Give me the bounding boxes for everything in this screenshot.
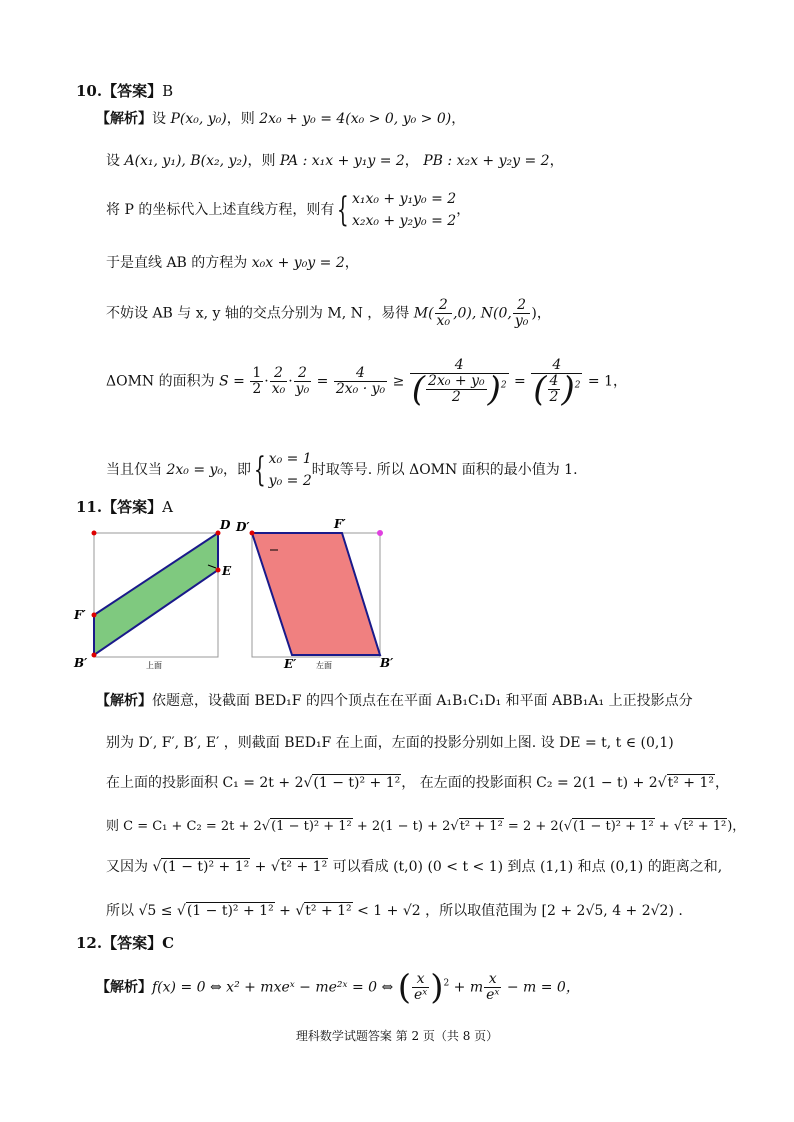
numerator: x xyxy=(416,971,425,987)
q10-line-2 xyxy=(106,152,564,170)
denominator: 2 xyxy=(549,389,559,405)
numerator: x xyxy=(488,971,497,987)
math: 2x₀ = y₀ xyxy=(166,462,224,478)
q10-line-3 xyxy=(106,188,470,232)
text: < 1 + √2 ，所以取值范围为 [2 + 2√5, 4 + 2√2) . xyxy=(352,903,683,919)
label-b: B′ xyxy=(380,656,394,670)
text: + xyxy=(274,903,296,919)
text: = 1， xyxy=(583,373,627,390)
math: f(x) = 0 ⇔ x² + mxeˣ − me²ˣ = 0 ⇔ xyxy=(152,979,398,996)
label-e: E xyxy=(222,564,232,578)
fraction xyxy=(484,972,501,1003)
equation: y₀ = 2 xyxy=(268,473,312,489)
numerator: 2 xyxy=(517,297,527,313)
text: ΔOMN 的面积为 xyxy=(106,373,220,390)
numerator: 2 xyxy=(273,365,283,381)
text: ， xyxy=(344,255,359,271)
q11-line-3: 在上面的投影面积 C₁ = 2t + 2√(1 − t)² + 1²， 在左面的投影面积 C₂ = 2(1 − t) + 2√t² + 1²， xyxy=(106,775,729,791)
text: 不妨设 AB 与 x, y 轴的交点分别为 M, N ，易得 xyxy=(106,305,414,322)
vertex-point xyxy=(216,568,221,573)
vertex-point xyxy=(250,531,255,536)
math: PA : x₁x + y₁y = 2 xyxy=(279,153,405,169)
text: 设 xyxy=(152,111,171,127)
denominator: y₀ xyxy=(514,313,529,329)
dot: · xyxy=(288,373,293,390)
q11-heading xyxy=(76,496,173,517)
text: ， 在左面的投影面积 C₂ = 2(1 − t) + 2 xyxy=(401,775,658,791)
math: − m = 0， xyxy=(502,979,580,996)
fraction xyxy=(435,298,453,329)
text: + xyxy=(654,819,674,834)
paren: ) xyxy=(487,369,501,410)
left-brace: { xyxy=(337,190,350,230)
q10-line-5 xyxy=(106,298,551,329)
math: A(x₁, y₁), B(x₂, y₂) xyxy=(124,153,248,169)
text: 又因为 xyxy=(106,859,153,875)
text: 所以 √5 ≤ xyxy=(106,903,177,919)
geq: ≥ xyxy=(388,373,409,390)
text: = 2 + 2( xyxy=(503,819,564,834)
q11-analysis-tag: 【解析】 xyxy=(96,693,152,709)
radicand: t² + 1² xyxy=(683,819,727,834)
q10-analysis-tag: 【解析】 xyxy=(96,111,152,127)
radicand: t² + 1² xyxy=(305,903,352,919)
numerator: 4 xyxy=(454,357,464,373)
radicand: (1 − t)² + 1² xyxy=(271,819,352,834)
text: ， xyxy=(549,153,564,169)
q11-line-4: 则 C = C₁ + C₂ = 2t + 2√(1 − t)² + 1² + 2(1 − t) + 2√t² + 1² = 2 + 2(√(1 − t)² + 1² + √t² + 1²)， xyxy=(106,819,746,834)
text: ， xyxy=(456,202,471,218)
fraction xyxy=(548,374,561,405)
page-footer: 理科数学试题答案 第 2 页（共 8 页） xyxy=(295,1029,499,1043)
fraction xyxy=(334,366,387,397)
q11-line-6: 所以 √5 ≤ √(1 − t)² + 1² + √t² + 1² < 1 + √2 ，所以取值范围为 [2 + 2√5, 4 + 2√2) . xyxy=(106,903,683,919)
radicand: (1 − t)² + 1² xyxy=(186,903,274,919)
denominator xyxy=(410,369,509,410)
equation: x₁x₀ + y₁y₀ = 2 xyxy=(351,191,457,207)
text: 设 xyxy=(106,153,125,169)
caption-left: 左面 xyxy=(316,661,332,670)
radicand: (1 − t)² + 1² xyxy=(162,859,250,875)
q12-line-1 xyxy=(96,967,580,1008)
label-d: D′ xyxy=(236,520,250,534)
exponent: 2 xyxy=(443,978,450,989)
q10-line-1 xyxy=(96,110,465,128)
fraction xyxy=(513,298,531,329)
text: ， xyxy=(714,775,729,791)
denominator: 2 xyxy=(426,389,487,405)
vertex-point xyxy=(377,530,383,536)
left-brace: { xyxy=(253,450,266,490)
top-projection-figure xyxy=(73,518,232,670)
vertex-point xyxy=(92,613,97,618)
radicand: t² + 1² xyxy=(459,819,503,834)
q10-line-7 xyxy=(106,448,578,492)
numerator: 2x₀ + y₀ xyxy=(428,373,485,389)
text: )， xyxy=(531,305,551,322)
equation-system xyxy=(352,188,456,232)
text: 可以看成 (t,0) (0 < t < 1) 到点 (1,1) 和点 (0,1) 的距离之和, xyxy=(328,859,723,875)
denominator: x₀ xyxy=(436,313,451,329)
q10-line-4 xyxy=(106,254,359,272)
text: ， xyxy=(451,111,466,127)
fraction xyxy=(412,972,429,1003)
numerator: 4 xyxy=(549,373,559,389)
equation-system xyxy=(269,448,312,492)
math: PB : x₂x + y₂y = 2 xyxy=(423,153,550,169)
text: 别为 D′, F′, B′, E′ ，则截面 BED₁F 在上面，左面的投影分别如上图. 设 DE = t, t ∈ (0,1) xyxy=(106,735,674,751)
math: 2x₀ + y₀ = 4(x₀ > 0, y₀ > 0) xyxy=(259,111,452,127)
q12-heading xyxy=(76,932,174,953)
radicand: (1 − t)² + 1² xyxy=(313,775,401,791)
radicand: t² + 1² xyxy=(667,775,714,791)
denominator: x₀ xyxy=(271,381,286,397)
numerator: 2 xyxy=(297,365,307,381)
denominator: eˣ xyxy=(413,987,428,1003)
math: ,0), N(0, xyxy=(453,305,512,322)
label-e: E′ xyxy=(284,657,297,671)
numerator: 4 xyxy=(356,365,365,381)
fraction xyxy=(426,374,487,405)
text: 则 C = C₁ + C₂ = 2t + 2 xyxy=(106,819,262,834)
radicand: (1 − t)² + 1² xyxy=(573,819,654,834)
label-f: F′ xyxy=(334,517,346,531)
equation: x₂x₀ + y₂y₀ = 2 xyxy=(351,213,457,229)
paren: ( xyxy=(397,967,411,1008)
denominator: eˣ xyxy=(486,987,500,1003)
text: ，则 xyxy=(226,111,260,127)
q12-answer: C xyxy=(162,934,175,952)
label-f: F′ xyxy=(74,608,86,622)
left-projection-figure xyxy=(235,517,394,671)
math: + m xyxy=(449,979,484,996)
denominator: 2 xyxy=(252,381,262,397)
q12-analysis-tag: 【解析】 xyxy=(96,979,152,996)
equals: = xyxy=(509,373,531,390)
label-b: B′ xyxy=(74,656,88,670)
fraction xyxy=(270,366,288,397)
dot: · xyxy=(264,373,269,390)
fraction xyxy=(531,357,582,410)
q10-heading xyxy=(76,80,173,101)
equals: = xyxy=(312,373,333,390)
text: 将 P 的坐标代入上述直线方程，则有 xyxy=(106,202,335,218)
paren: ) xyxy=(561,369,575,410)
q10-answer: B xyxy=(162,82,174,100)
q11-answer: A xyxy=(162,498,173,516)
denominator: y₀ xyxy=(295,381,310,397)
denominator: 2x₀ · y₀ xyxy=(335,381,386,397)
radicand: t² + 1² xyxy=(280,859,328,875)
q11-answer-tag: 【答案】 xyxy=(102,498,163,516)
numerator: 1 xyxy=(252,365,262,381)
math: S = xyxy=(219,373,250,390)
q11-line-1 xyxy=(96,692,693,710)
text: 依题意，设截面 BED₁F 的四个顶点在在平面 A₁B₁C₁D₁ 和平面 ABB₁A₁ 上正投影点分 xyxy=(152,693,693,709)
denominator xyxy=(531,369,582,410)
numerator: 4 xyxy=(552,357,562,373)
paren: ( xyxy=(411,369,426,410)
projection-parallelogram xyxy=(94,533,218,655)
fraction xyxy=(294,366,312,397)
text: 在上面的投影面积 C₁ = 2t + 2 xyxy=(106,775,304,791)
q10-line-6 xyxy=(106,357,627,410)
text: ，即 xyxy=(223,462,252,478)
exponent: 2 xyxy=(500,380,507,391)
q12-answer-tag: 【答案】 xyxy=(102,934,163,952)
math: x₀x + y₀y = 2 xyxy=(251,255,345,271)
text: + 2(1 − t) + 2 xyxy=(352,819,451,834)
q11-line-2 xyxy=(106,734,674,752)
q10-answer-tag: 【答案】 xyxy=(102,82,163,100)
numerator: 2 xyxy=(438,297,448,313)
text: )， xyxy=(727,819,746,834)
equation: x₀ = 1 xyxy=(268,451,312,467)
q11-line-5: 又因为 √(1 − t)² + 1² + √t² + 1² 可以看成 (t,0) (0 < t < 1) 到点 (1,1) 和点 (0,1) 的距离之和, xyxy=(106,859,723,875)
fraction xyxy=(250,366,263,397)
caption-top: 上面 xyxy=(146,661,162,670)
label-d: D xyxy=(220,518,231,532)
paren: ( xyxy=(533,369,547,410)
vertex-point xyxy=(92,531,97,536)
projection-figures xyxy=(70,515,400,675)
math: P(x₀, y₀) xyxy=(170,111,227,127)
text: 当且仅当 xyxy=(106,462,167,478)
text: 于是直线 AB 的方程为 xyxy=(106,255,252,271)
vertex-point xyxy=(92,653,97,658)
text: ，则 xyxy=(247,153,280,169)
exponent: 2 xyxy=(574,380,581,391)
q12-number: 12. xyxy=(76,934,103,952)
text: 时取等号. 所以 ΔOMN 面积的最小值为 1. xyxy=(311,462,578,478)
text: ， xyxy=(404,153,424,169)
q10-number: 10. xyxy=(76,82,103,100)
projection-parallelogram xyxy=(252,533,380,655)
paren: ) xyxy=(430,967,444,1008)
text: + xyxy=(250,859,271,875)
fraction xyxy=(410,357,509,410)
math: M( xyxy=(413,305,434,322)
q11-number: 11. xyxy=(76,498,103,516)
